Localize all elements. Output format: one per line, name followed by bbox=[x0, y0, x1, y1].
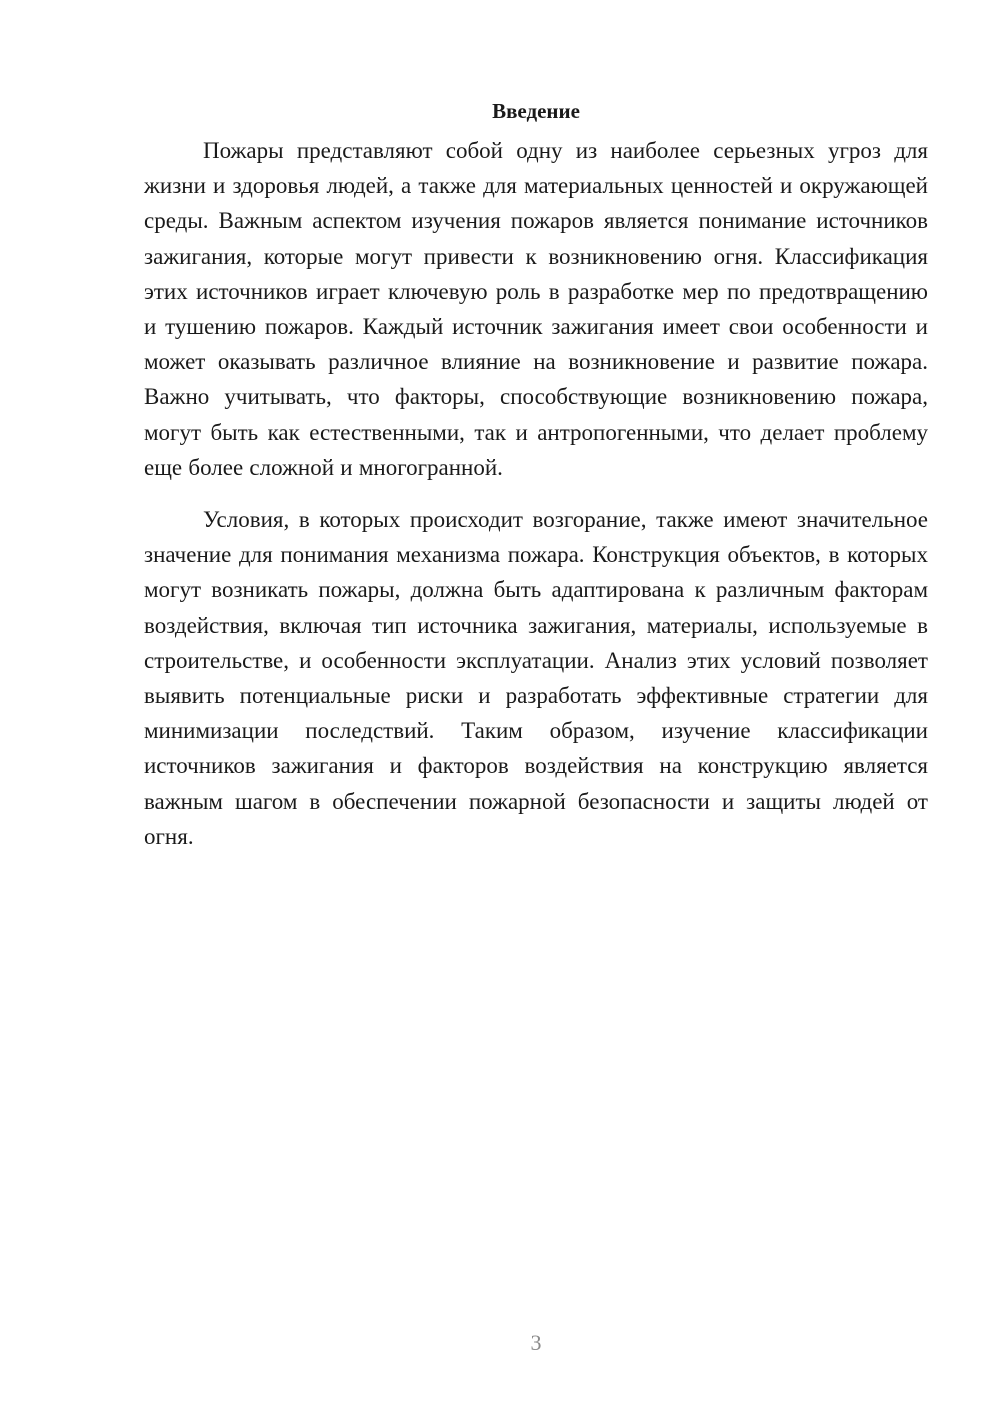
page-content bbox=[144, 94, 928, 854]
paragraph-1: Пожары представляют собой одну из наиболее серьезных угроз для жизни и здоровья людей, а также для материальных ценностей и окружающей среды. Важным аспектом изучения пожаров является понимание источников зажигания, которые могут привести к возникновению огня. Классификация этих источников играет ключевую роль в разработке мер по предотвращению и тушению пожаров. Каждый источник зажигания имеет свои особенности и может оказывать различное влияние на возникновение и развитие пожара. Важно учитывать, что факторы, способствующие возникновению пожара, могут быть как естественными, так и антропогенными, что делает проблему еще более сложной и многогранной. bbox=[144, 138, 928, 480]
paragraph-2: Условия, в которых происходит возгорание, также имеют значительное значение для понимания механизма пожара. Конструкция объектов, в которых могут возникать пожары, должна быть адаптирована к различным факторам воздействия, включая тип источника зажигания, материалы, используемые в строительстве, и особенности эксплуатации. Анализ этих условий позволяет выявить потенциальные риски и разработать эффективные стратегии для минимизации последствий. Таким образом, изучение классификации источников зажигания и факторов воздействия на конструкцию является важным шагом в обеспечении пожарной безопасности и защиты людей от огня. bbox=[144, 507, 928, 849]
section-heading: Введение bbox=[492, 99, 580, 123]
page-number: 3 bbox=[530, 1330, 542, 1355]
